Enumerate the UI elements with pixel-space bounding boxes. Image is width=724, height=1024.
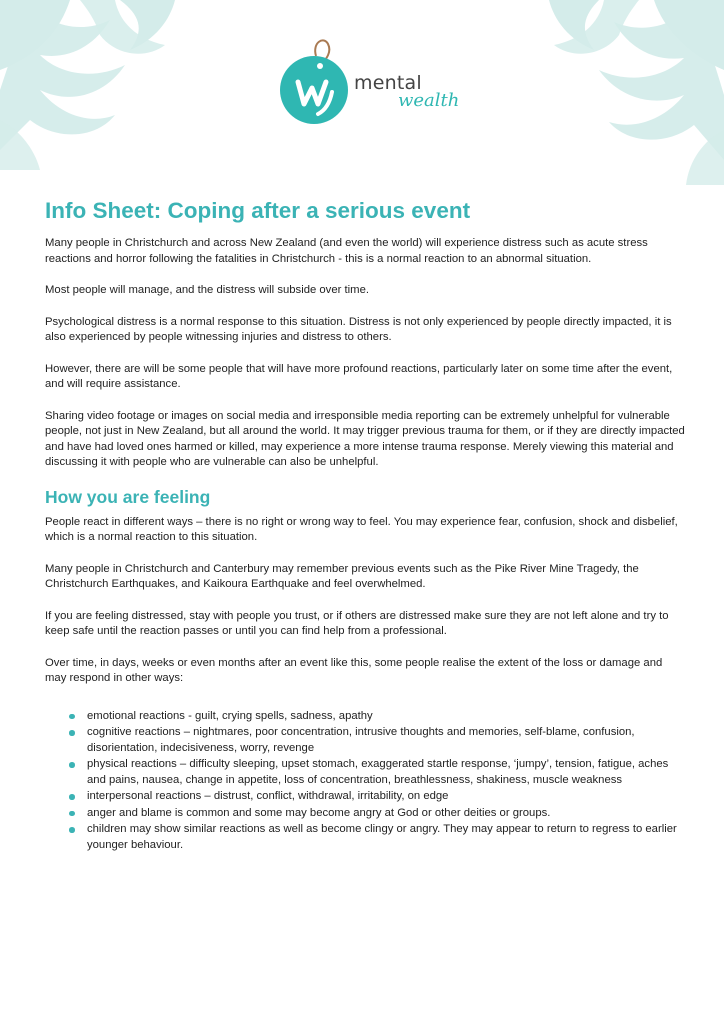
bullet-icon [69,794,75,800]
intro-paragraph-2: Most people will manage, and the distress will subside over time. [45,284,369,296]
list-item [69,725,685,756]
page-title: Info Sheet: Coping after a serious event [45,198,471,223]
tropical-leaves-left-decoration [0,0,200,170]
logo-text-mental: mental [354,72,422,94]
intro-paragraph-4: However, there are will be some people that will have more profound reactions, particularly later on some time after the event, and will require assistance. [45,362,673,390]
list-item-text: cognitive reactions – nightmares, poor concentration, intrusive thoughts and memories, self-blame, confusion, disorientation, indecisiveness, worry, revenge [87,726,635,754]
intro-paragraph-5: Sharing video footage or images on social media and irresponsible media reporting can be extremely unhelpful for vulnerable people, not just in New Zealand, but all around the world. It may trigger previous trauma for them, or if they are directly impacted and have had loved ones harmed or killed, may experience a more intense trauma response. Merely viewing this material and discussing it with people who are vulnerable can also be unhelpful. [45,409,685,468]
list-item-text: anger and blame is common and some may become angry at God or other deities or groups. [87,806,551,819]
intro-paragraph-1: Many people in Christchurch and across New Zealand (and even the world) will experience distress such as acute stress reactions and horror following the fatalities in Christchurch - this is a normal reaction to an abnormal situation. [45,237,648,265]
document-body [45,196,685,854]
list-item [69,757,685,788]
list-item [69,806,685,822]
section-heading-how-you-are-feeling: How you are feeling [45,486,211,507]
list-item [69,709,685,725]
intro-paragraph-3: Psychological distress is a normal response to this situation. Distress is not only experienced by people directly impacted, it is also experienced by people witnessing injuries and distress to others. [45,315,672,343]
bullet-icon [69,714,75,720]
list-item-text: children may show similar reactions as well as become clingy or angry. They may appear to return to regress to earlier younger behaviour. [87,823,677,851]
list-item-text: emotional reactions - guilt, crying spells, sadness, apathy [87,709,373,722]
list-item-text: physical reactions – difficulty sleeping, upset stomach, exaggerated startle response, ‘jumpy’, tension, fatigue, aches and pains, nausea, change in appetite, loss of concentration, breathlessness, shakiness, muscle weakness [87,758,669,786]
feeling-paragraph-3: If you are feeling distressed, stay with people you trust, or if others are distressed make sure they are not left alone and try to keep safe until the reaction passes or until you can find help from a professional. [45,609,669,637]
bullet-icon [69,730,75,736]
list-item-text: interpersonal reactions – distrust, conflict, withdrawal, irritability, on edge [87,790,449,802]
feeling-paragraph-4: Over time, in days, weeks or even months after an event like this, some people realise the extent of the loss or damage and may respond in other ways: [45,656,663,684]
tropical-leaves-right-decoration [504,0,724,185]
bullet-icon [69,811,75,817]
list-item [69,822,685,853]
feeling-paragraph-2: Many people in Christchurch and Canterbury may remember previous events such as the Pike River Mine Tragedy, the Christchurch Earthquakes, and Kaikoura Earthquake and feel overwhelmed. [45,562,639,590]
bullet-icon [69,762,75,768]
reactions-list [45,709,685,854]
bullet-icon [69,827,75,833]
logo-text-wealth: wealth [398,90,460,111]
mental-wealth-logo [272,38,472,130]
list-item [69,789,685,805]
feeling-paragraph-1: People react in different ways – there is no right or wrong way to feel. You may experience fear, confusion, shock and disbelief, which is a normal reaction to this situation. [45,515,678,543]
